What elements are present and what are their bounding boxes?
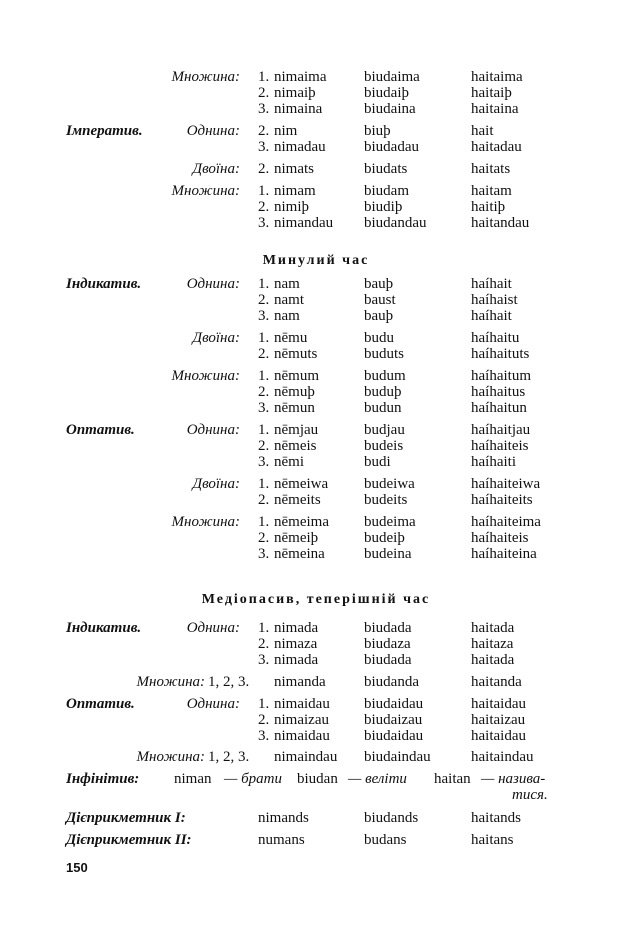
biud-form: budeis	[364, 438, 404, 454]
class-label: Множина:	[136, 674, 205, 690]
hait-form: haíhaiteiwa	[471, 476, 541, 492]
row-past-opt-sg-2	[0, 438, 632, 454]
hait-form: haitans	[471, 832, 514, 848]
hait-form: haíhaiteis	[471, 530, 529, 546]
row-mp-ind-pl	[0, 674, 632, 690]
nim-form: nēmeiwa	[274, 476, 329, 492]
class-label: Однина:	[186, 276, 240, 292]
nim-form: nimanda	[274, 674, 326, 690]
biud-form: biudands	[364, 810, 419, 826]
nim-form: nimiþ	[274, 199, 310, 215]
row-past-ind-pl-1	[0, 368, 632, 384]
hait-form: haíhaitum	[471, 368, 531, 384]
hait-form: haitaizau	[471, 712, 526, 728]
hait-form: haíhaitus	[471, 384, 526, 400]
biud-form: budeits	[364, 492, 408, 508]
hait-form: haitaidau	[471, 728, 526, 744]
nim-form: nam	[274, 276, 300, 292]
hait-form: haitaindau	[471, 749, 534, 765]
person-number: 1.	[258, 330, 270, 346]
nim-form: nēmeits	[274, 492, 321, 508]
person-number: 2.	[258, 384, 270, 400]
class-label: Множина:	[171, 514, 240, 530]
nim-form: numans	[258, 832, 305, 848]
row-past-opt-pl-2	[0, 530, 632, 546]
row-past-ind-sg-1	[0, 276, 632, 292]
nim-form: nēmun	[274, 400, 315, 416]
hait-form: haíhaitjau	[471, 422, 531, 438]
nim-form: namt	[274, 292, 304, 308]
nim-form: nimada	[274, 620, 319, 636]
hait-form: haitada	[471, 652, 515, 668]
person-number: 2.	[258, 712, 270, 728]
biud-infinitive: biudan	[297, 771, 338, 787]
biud-form: budeiþ	[364, 530, 405, 546]
biud-form: budum	[364, 368, 406, 384]
row-mp-opt-sg-2	[0, 712, 632, 728]
person-number: 3.	[258, 215, 270, 231]
nim-form: nēmuþ	[274, 384, 315, 400]
hait-form: haíhaituts	[471, 346, 530, 362]
hait-form: haíhaitun	[471, 400, 527, 416]
infinitive-label: Інфінітив:	[66, 771, 140, 787]
row-mp-opt-sg-3	[0, 728, 632, 744]
mood-label: Оптатив.	[66, 422, 135, 438]
row-mp-ind-sg-1	[0, 620, 632, 636]
biud-form: bauþ	[364, 276, 394, 292]
nim-form: nēmeina	[274, 546, 325, 562]
person-number: 1.	[258, 514, 270, 530]
nim-form: nimands	[258, 810, 309, 826]
person-number: 3.	[258, 139, 270, 155]
class-label: Однина:	[186, 620, 240, 636]
nim-form: nimandau	[274, 215, 334, 231]
participle-1-label: Дієприкметник I:	[66, 810, 186, 826]
hait-form: haitaina	[471, 101, 519, 117]
biud-form: biudandau	[364, 215, 427, 231]
row-mp-opt-pl	[0, 749, 632, 765]
biud-form: biudaidau	[364, 696, 424, 712]
biud-form: biudats	[364, 161, 408, 177]
class-label: Двоїна:	[192, 161, 240, 177]
biud-form: biudaina	[364, 101, 416, 117]
person-number: 1.	[258, 368, 270, 384]
class-label: Множина:	[136, 749, 205, 765]
biud-form: biudada	[364, 620, 412, 636]
biud-form: bauþ	[364, 308, 394, 324]
person-number: 3.	[258, 546, 270, 562]
nim-form: nimada	[274, 652, 319, 668]
mood-label: Індикатив.	[66, 620, 142, 636]
hait-form: haitaza	[471, 636, 514, 652]
nim-form: nēmeis	[274, 438, 317, 454]
row-mp-ind-sg-3	[0, 652, 632, 668]
row-participle-2	[0, 832, 632, 848]
biud-form: baust	[364, 292, 396, 308]
row-opt-pl-2	[0, 85, 632, 101]
row-past-ind-sg-2	[0, 292, 632, 308]
nim-form: nimaina	[274, 101, 323, 117]
hait-form: haitandau	[471, 215, 530, 231]
biud-form: biudaza	[364, 636, 411, 652]
hait-form: haitats	[471, 161, 511, 177]
section-heading-past: Минулий час	[262, 253, 370, 268]
row-past-ind-pl-3	[0, 400, 632, 416]
nim-gloss: — брати	[224, 771, 282, 787]
row-infinitive-cont	[0, 787, 632, 803]
biud-form: biudanda	[364, 674, 419, 690]
class-label: Двоїна:	[192, 330, 240, 346]
biud-form: biudadau	[364, 139, 419, 155]
person-number: 2.	[258, 292, 270, 308]
nim-form: nēmjau	[274, 422, 319, 438]
hait-form: hait	[471, 123, 494, 139]
biud-form: biudaidau	[364, 728, 424, 744]
hait-gloss-continued: тися.	[512, 787, 548, 803]
nim-form: nimadau	[274, 139, 326, 155]
class-label: Однина:	[186, 123, 240, 139]
row-mp-ind-sg-2	[0, 636, 632, 652]
nim-form: nēmu	[274, 330, 308, 346]
hait-form: haitam	[471, 183, 512, 199]
person-number: 2.	[258, 199, 270, 215]
biud-form: budeiwa	[364, 476, 415, 492]
biud-form: budeima	[364, 514, 416, 530]
biud-form: biudiþ	[364, 199, 403, 215]
hait-form: haitands	[471, 810, 521, 826]
nim-form: nimaza	[274, 636, 318, 652]
row-imp-pl-2	[0, 199, 632, 215]
person-number: 3.	[258, 101, 270, 117]
person-number: 1.	[258, 620, 270, 636]
nim-form: nimaiþ	[274, 85, 316, 101]
person-numbers: 1, 2, 3.	[208, 749, 250, 765]
biud-form: biudaima	[364, 69, 420, 85]
row-past-opt-du-2	[0, 492, 632, 508]
row-past-opt-pl-3	[0, 546, 632, 562]
person-number: 2.	[258, 636, 270, 652]
page-number-row	[0, 860, 632, 876]
person-number: 2.	[258, 161, 270, 177]
nim-form: nam	[274, 308, 300, 324]
biud-form: budi	[364, 454, 391, 470]
person-number: 1.	[258, 276, 270, 292]
class-label: Однина:	[186, 696, 240, 712]
biud-form: biudaizau	[364, 712, 423, 728]
hait-form: haíhaist	[471, 292, 518, 308]
nim-form: nim	[274, 123, 298, 139]
mood-label: Оптатив.	[66, 696, 135, 712]
hait-form: haitaiþ	[471, 85, 512, 101]
row-past-opt-sg-3	[0, 454, 632, 470]
row-imp-pl-3	[0, 215, 632, 231]
row-infinitive	[0, 771, 632, 787]
nim-form: nimaindau	[274, 749, 338, 765]
row-past-ind-sg-3	[0, 308, 632, 324]
person-number: 3.	[258, 652, 270, 668]
row-past-ind-du-2	[0, 346, 632, 362]
nim-form: nēmuts	[274, 346, 318, 362]
person-number: 2.	[258, 492, 270, 508]
person-number: 1.	[258, 696, 270, 712]
row-past-opt-sg-1	[0, 422, 632, 438]
person-number: 2.	[258, 530, 270, 546]
section-heading-mediopassive: Медіопасив, теперішній час	[201, 592, 431, 607]
person-number: 3.	[258, 400, 270, 416]
hait-infinitive: haitan	[434, 771, 471, 787]
class-label: Однина:	[186, 422, 240, 438]
class-label: Множина:	[171, 368, 240, 384]
nim-form: nimaima	[274, 69, 327, 85]
biud-form: biudam	[364, 183, 409, 199]
hait-form: haitaima	[471, 69, 523, 85]
hait-form: haíhaiteima	[471, 514, 541, 530]
person-number: 2.	[258, 438, 270, 454]
hait-form: haitiþ	[471, 199, 506, 215]
person-number: 1.	[258, 183, 270, 199]
nim-form: nimats	[274, 161, 314, 177]
nim-form: nimaidau	[274, 696, 330, 712]
person-number: 2.	[258, 346, 270, 362]
biud-form: budans	[364, 832, 407, 848]
biud-form: biudaiþ	[364, 85, 409, 101]
nim-form: nēmi	[274, 454, 304, 470]
hait-form: haíhaiteits	[471, 492, 533, 508]
row-past-ind-du-1	[0, 330, 632, 346]
row-participle-1	[0, 810, 632, 826]
nim-form: nimam	[274, 183, 316, 199]
hait-form: haíhait	[471, 308, 512, 324]
nim-infinitive: niman	[174, 771, 212, 787]
hait-form: haíhaiteina	[471, 546, 537, 562]
person-number: 1.	[258, 69, 270, 85]
person-number: 2.	[258, 123, 270, 139]
biud-form: budeina	[364, 546, 412, 562]
biud-form: biudaindau	[364, 749, 431, 765]
person-number: 3.	[258, 308, 270, 324]
biud-form: buduts	[364, 346, 405, 362]
participle-2-label: Дієприкметник II:	[66, 832, 192, 848]
hait-form: haitada	[471, 620, 515, 636]
biud-form: biudada	[364, 652, 412, 668]
hait-form: haíhaiteis	[471, 438, 529, 454]
class-label: Двоїна:	[192, 476, 240, 492]
class-label: Множина:	[171, 183, 240, 199]
biud-gloss: — веліти	[348, 771, 407, 787]
nim-form: nēmum	[274, 368, 319, 384]
person-number: 2.	[258, 85, 270, 101]
nim-form: nēmeiþ	[274, 530, 319, 546]
row-past-opt-pl-1	[0, 514, 632, 530]
row-past-opt-du-1	[0, 476, 632, 492]
mood-label: Імператив.	[66, 123, 143, 139]
mood-label: Індикатив.	[66, 276, 142, 292]
hait-form: haíhait	[471, 276, 512, 292]
biud-form: biuþ	[364, 123, 391, 139]
hait-form: haitadau	[471, 139, 522, 155]
person-number: 3.	[258, 728, 270, 744]
biud-form: buduþ	[364, 384, 402, 400]
hait-gloss: — назива-	[481, 771, 546, 787]
row-imp-sg-3	[0, 139, 632, 155]
row-imp-sg-2	[0, 123, 632, 139]
row-past-ind-pl-2	[0, 384, 632, 400]
biud-form: budjau	[364, 422, 405, 438]
class-label: Множина:	[171, 69, 240, 85]
biud-form: budun	[364, 400, 402, 416]
hait-form: haíhaiti	[471, 454, 516, 470]
row-imp-du-2	[0, 161, 632, 177]
nim-form: nimaidau	[274, 728, 330, 744]
person-number: 1.	[258, 422, 270, 438]
nim-form: nimaizau	[274, 712, 329, 728]
hait-form: haitaidau	[471, 696, 526, 712]
row-mp-opt-sg-1	[0, 696, 632, 712]
page-number: 150	[66, 860, 88, 875]
row-opt-pl-1	[0, 69, 632, 85]
nim-form: nēmeima	[274, 514, 329, 530]
hait-form: haitanda	[471, 674, 522, 690]
person-numbers: 1, 2, 3.	[208, 674, 250, 690]
person-number: 3.	[258, 454, 270, 470]
person-number: 1.	[258, 476, 270, 492]
row-opt-pl-3	[0, 101, 632, 117]
row-imp-pl-1	[0, 183, 632, 199]
biud-form: budu	[364, 330, 394, 346]
hait-form: haíhaitu	[471, 330, 520, 346]
